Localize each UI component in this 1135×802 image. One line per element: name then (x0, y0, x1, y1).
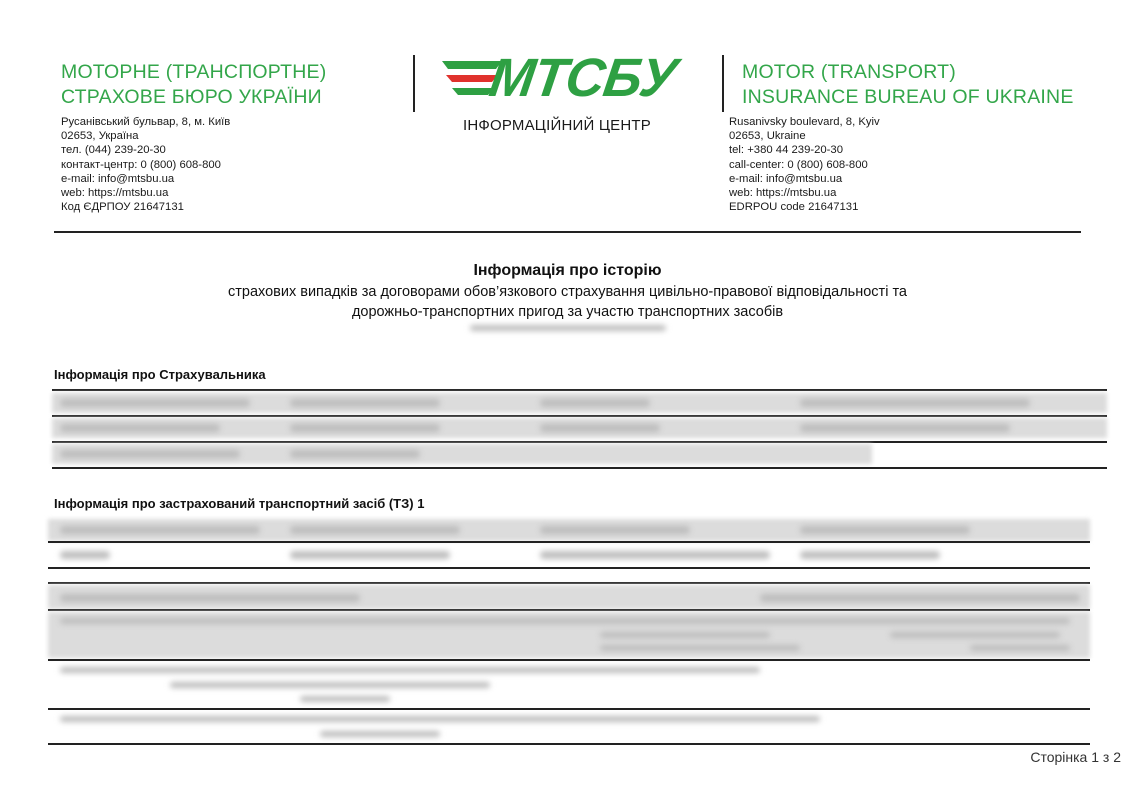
redacted-text (60, 618, 1070, 624)
redacted-text (800, 551, 940, 559)
redacted-text (760, 594, 1080, 602)
address-en-line: call-center: 0 (800) 608-800 (729, 158, 868, 171)
address-ua-line: Русанівський бульвар, 8, м. Київ (61, 116, 231, 128)
redacted-date (470, 325, 666, 331)
vehicle-section-title: Інформація про застрахований транспортний засіб (ТЗ) 1 (54, 496, 425, 511)
redacted-text (890, 632, 1060, 638)
redacted-text (290, 526, 460, 534)
redacted-text (540, 526, 690, 534)
redacted-text (540, 551, 770, 559)
address-en-line: Rusanivsky boulevard, 8, Kyiv (729, 116, 880, 128)
redacted-text (540, 424, 660, 432)
redacted-text (290, 424, 440, 432)
org-name-ua (61, 60, 326, 110)
table-rule (52, 415, 1107, 417)
org-name-en-line2: INSURANCE BUREAU OF UKRAINE (742, 86, 1074, 108)
document-subtitle-line1: страхових випадків за договорами обов’язкового страхування цивільно-правової відповідальності та (228, 284, 907, 300)
address-en-line: e-mail: info@mtsbu.ua (729, 172, 843, 185)
redacted-text (60, 667, 760, 673)
mtsbu-logo (438, 48, 700, 109)
org-name-ua-line1: МОТОРНЕ (ТРАНСПОРТНЕ) (61, 61, 327, 83)
org-name-ua-line2: СТРАХОВЕ БЮРО УКРАЇНИ (61, 86, 322, 108)
insurer-section-title: Інформація про Страхувальника (54, 367, 266, 382)
address-en (729, 115, 880, 214)
redacted-text (320, 731, 440, 737)
redacted-text (290, 450, 420, 458)
address-ua-line: тел. (044) 239-20-30 (61, 144, 166, 157)
redacted-text (60, 716, 820, 722)
redacted-text (800, 424, 1010, 432)
redacted-text (600, 645, 800, 651)
redacted-text (60, 551, 110, 559)
redacted-text (60, 594, 360, 602)
table-rule (48, 659, 1090, 661)
redacted-text (290, 551, 450, 559)
address-en-line: web: https://mtsbu.ua (729, 187, 837, 200)
redacted-text (540, 399, 650, 407)
document-title: Інформація про історію (473, 262, 662, 279)
logo-text: МТСБУ (485, 48, 680, 108)
redacted-text (300, 696, 390, 702)
table-rule (48, 582, 1090, 584)
address-ua-line: 02653, Україна (61, 130, 139, 143)
redacted-text (60, 450, 240, 458)
page-number: Сторінка 1 з 2 (1030, 749, 1121, 765)
redacted-text (600, 632, 770, 638)
redacted-text (800, 526, 970, 534)
table-rule (48, 609, 1090, 611)
address-ua-line: e-mail: info@mtsbu.ua (61, 172, 175, 185)
org-name-en (742, 60, 1074, 110)
org-name-en-line1: MOTOR (TRANSPORT) (742, 61, 956, 83)
address-en-line: tel: +380 44 239-20-30 (729, 144, 844, 157)
redacted-text (170, 682, 490, 688)
header-separator (54, 231, 1081, 233)
redacted-text (60, 526, 260, 534)
table-rule (48, 541, 1090, 543)
table-rule (52, 467, 1107, 469)
address-en-line: EDRPOU code 21647131 (729, 201, 859, 214)
redacted-text (970, 645, 1070, 651)
table-rule (48, 743, 1090, 745)
address-en-line: 02653, Ukraine (729, 130, 806, 143)
header-divider-right (722, 55, 724, 112)
address-ua-line: Код ЄДРПОУ 21647131 (61, 201, 184, 214)
document-subtitle-line2: дорожньо-транспортних пригод за участю транспортних засобів (351, 304, 784, 320)
redacted-text (60, 424, 220, 432)
table-rule (52, 389, 1107, 391)
redacted-text (60, 399, 250, 407)
table-rule (52, 441, 1107, 443)
table-rule (48, 708, 1090, 710)
table-rule (48, 567, 1090, 569)
header-divider-left (413, 55, 415, 112)
address-ua (61, 115, 230, 214)
redacted-text (800, 399, 1030, 407)
info-center-caption: ІНФОРМАЦІЙНИЙ ЦЕНТР (463, 117, 651, 134)
address-ua-line: контакт-центр: 0 (800) 608-800 (61, 158, 221, 171)
redacted-text (290, 399, 440, 407)
address-ua-line: web: https://mtsbu.ua (61, 187, 169, 200)
